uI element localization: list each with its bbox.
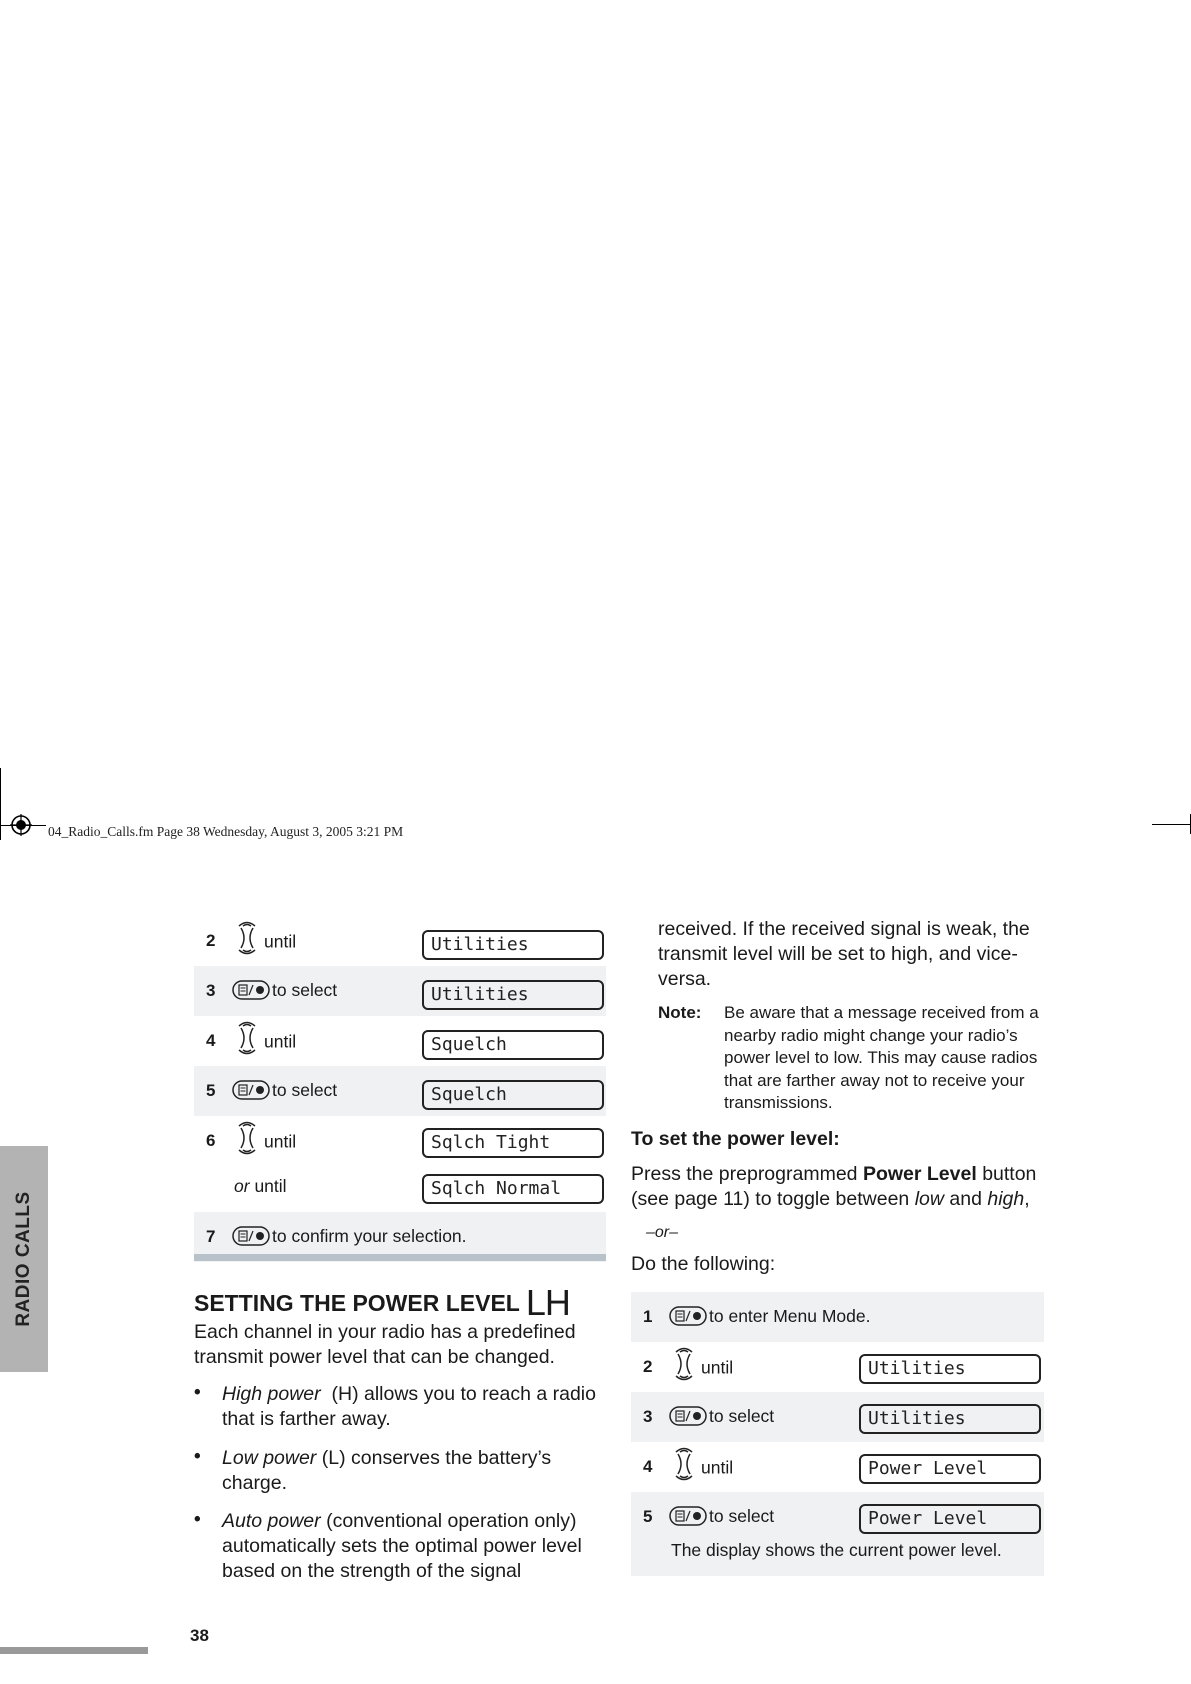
step-text: to enter Menu Mode. (709, 1306, 871, 1326)
power-level-glyph: LH (525, 1282, 570, 1323)
crop-mark-right-h (1152, 824, 1191, 825)
bullet-text-cont: charge. (222, 1472, 288, 1494)
power-level-button-label: Power Level (862, 1163, 977, 1185)
bullet-text: (conventional operation only) (326, 1510, 577, 1532)
lcd-display: Utilities (422, 930, 604, 960)
and-label: and (949, 1188, 982, 1210)
step-instruction (669, 1356, 733, 1382)
press-instruction (631, 1162, 1055, 1212)
lcd-display: Utilities (422, 980, 604, 1010)
note-text: Be aware that a message received from a nearby radio might change your radio’s power level to low. This may cause radios that are farther away not to receive your transmissions. (724, 1003, 1039, 1112)
table-bottom-rule (194, 1254, 606, 1261)
section-intro: Each channel in your radio has a predefined transmit power level that can be changed. (194, 1321, 576, 1368)
navigation-icon (232, 1020, 262, 1056)
menu-select-icon (669, 1406, 707, 1426)
bullet-dot: • (194, 1446, 201, 1467)
print-header: 04_Radio_Calls.fm Page 38 Wednesday, August 3, 2005 3:21 PM (48, 824, 404, 839)
high-label: high (987, 1188, 1025, 1210)
lcd-display-alt: Sqlch Normal (422, 1174, 604, 1204)
do-following-text: Do the following: (631, 1253, 776, 1275)
side-tab (0, 1146, 48, 1372)
bullet-glyph: L (328, 1447, 340, 1469)
bullet-term: Auto power (222, 1510, 321, 1532)
menu-select-icon (232, 980, 270, 1000)
navigation-icon (669, 1446, 699, 1482)
step-text: to select (272, 980, 338, 1000)
step-instruction (232, 1080, 337, 1101)
step-instruction (232, 1226, 467, 1247)
press-prefix: Press the preprogrammed (631, 1163, 858, 1185)
navigation-icon (669, 1346, 699, 1382)
step-row (194, 1066, 606, 1116)
registration-mark-icon (10, 814, 32, 836)
step-text: until (701, 1457, 734, 1478)
procedure-heading: To set the power level: (631, 1128, 840, 1150)
lcd-display: Utilities (859, 1404, 1041, 1434)
page-number: 38 (190, 1626, 209, 1645)
step-text: until (264, 931, 297, 952)
bullet-dot: • (194, 1382, 201, 1403)
navigation-icon (232, 920, 262, 956)
step-number: 3 (206, 981, 216, 1000)
lcd-display: Power Level (859, 1454, 1041, 1484)
bullet-text-cont: automatically sets the optimal power level (222, 1535, 582, 1557)
step-row (194, 1116, 606, 1212)
bullet-high-power: High power (H) allows you to reach a radio that is farther away. (222, 1383, 596, 1430)
bullet-text: allows you to reach a radio (364, 1383, 596, 1405)
footer-bar (0, 1647, 148, 1654)
continued-text: received. If the received signal is weak, the transmit level will be set to high, and vice-versa. (658, 918, 1030, 990)
step-instruction (669, 1406, 774, 1427)
step-row (631, 1492, 1044, 1576)
comma: , (1024, 1188, 1030, 1210)
step-number: 2 (206, 931, 216, 950)
bullet-term: High power (222, 1383, 321, 1405)
press-middle: button (see page 11) to toggle between (631, 1163, 1037, 1210)
step-instruction (669, 1306, 870, 1327)
note-label: Note: (658, 1003, 702, 1022)
step-row (194, 916, 606, 966)
left-steps-table (194, 916, 606, 1262)
step-instruction (232, 930, 296, 956)
step-number: 3 (643, 1407, 653, 1426)
step-alt-instruction (234, 1176, 287, 1197)
lcd-display: Squelch (422, 1030, 604, 1060)
side-tab-label: RADIO CALLS (13, 1191, 34, 1327)
step-text: to select (709, 1506, 775, 1526)
step-number: 7 (206, 1227, 216, 1246)
step-row (631, 1442, 1044, 1492)
step-text: to select (709, 1406, 775, 1426)
lcd-display: Utilities (859, 1354, 1041, 1384)
step-instruction (232, 1130, 296, 1156)
step-row (631, 1342, 1044, 1392)
or-label: or (234, 1176, 250, 1196)
menu-select-icon (232, 1080, 270, 1100)
bullet-dot: • (194, 1509, 201, 1530)
bullet-low-power: Low power (L) conserves the battery’s charge. (222, 1447, 552, 1494)
step-text: to confirm your selection. (272, 1226, 467, 1246)
step-row (194, 966, 606, 1016)
step-number: 5 (206, 1081, 216, 1100)
step-note: The display shows the current power level. (671, 1540, 1002, 1560)
section-title: SETTING THE POWER LEVEL (194, 1290, 520, 1316)
menu-select-icon (669, 1306, 707, 1326)
step-instruction (232, 980, 337, 1001)
step-text: to select (272, 1080, 338, 1100)
step-text: until (264, 1131, 297, 1152)
bullet-text-cont: that is farther away. (222, 1408, 391, 1430)
right-steps-table (631, 1292, 1044, 1576)
step-number: 5 (643, 1507, 653, 1526)
step-text: until (701, 1357, 734, 1378)
lcd-display: Power Level (859, 1504, 1041, 1534)
step-number: 1 (643, 1307, 653, 1326)
alt-text: until (254, 1176, 287, 1196)
step-text: until (264, 1031, 297, 1052)
bullet-term: Low power (222, 1447, 317, 1469)
lcd-display: Sqlch Tight (422, 1128, 604, 1158)
menu-select-icon (669, 1506, 707, 1526)
bullet-text: conserves the battery’s (351, 1447, 552, 1469)
step-number: 4 (643, 1457, 653, 1476)
bullet-text-cont: based on the strength of the signal (222, 1560, 522, 1582)
bullet-glyph: H (337, 1383, 353, 1405)
bullet-auto-power (222, 1509, 612, 1584)
low-label: low (914, 1188, 944, 1210)
step-instruction (669, 1456, 733, 1482)
or-text: –or– (646, 1224, 679, 1241)
section-heading (194, 1278, 570, 1323)
step-instruction (669, 1506, 774, 1527)
lcd-display: Squelch (422, 1080, 604, 1110)
step-number: 6 (206, 1131, 216, 1150)
step-row (631, 1392, 1044, 1442)
step-number: 2 (643, 1357, 653, 1376)
step-number: 4 (206, 1031, 216, 1050)
step-row (631, 1292, 1044, 1342)
navigation-icon (232, 1120, 262, 1156)
menu-select-icon (232, 1226, 270, 1246)
step-instruction (232, 1030, 296, 1056)
crop-mark-left (0, 768, 1, 840)
step-row (194, 1016, 606, 1066)
